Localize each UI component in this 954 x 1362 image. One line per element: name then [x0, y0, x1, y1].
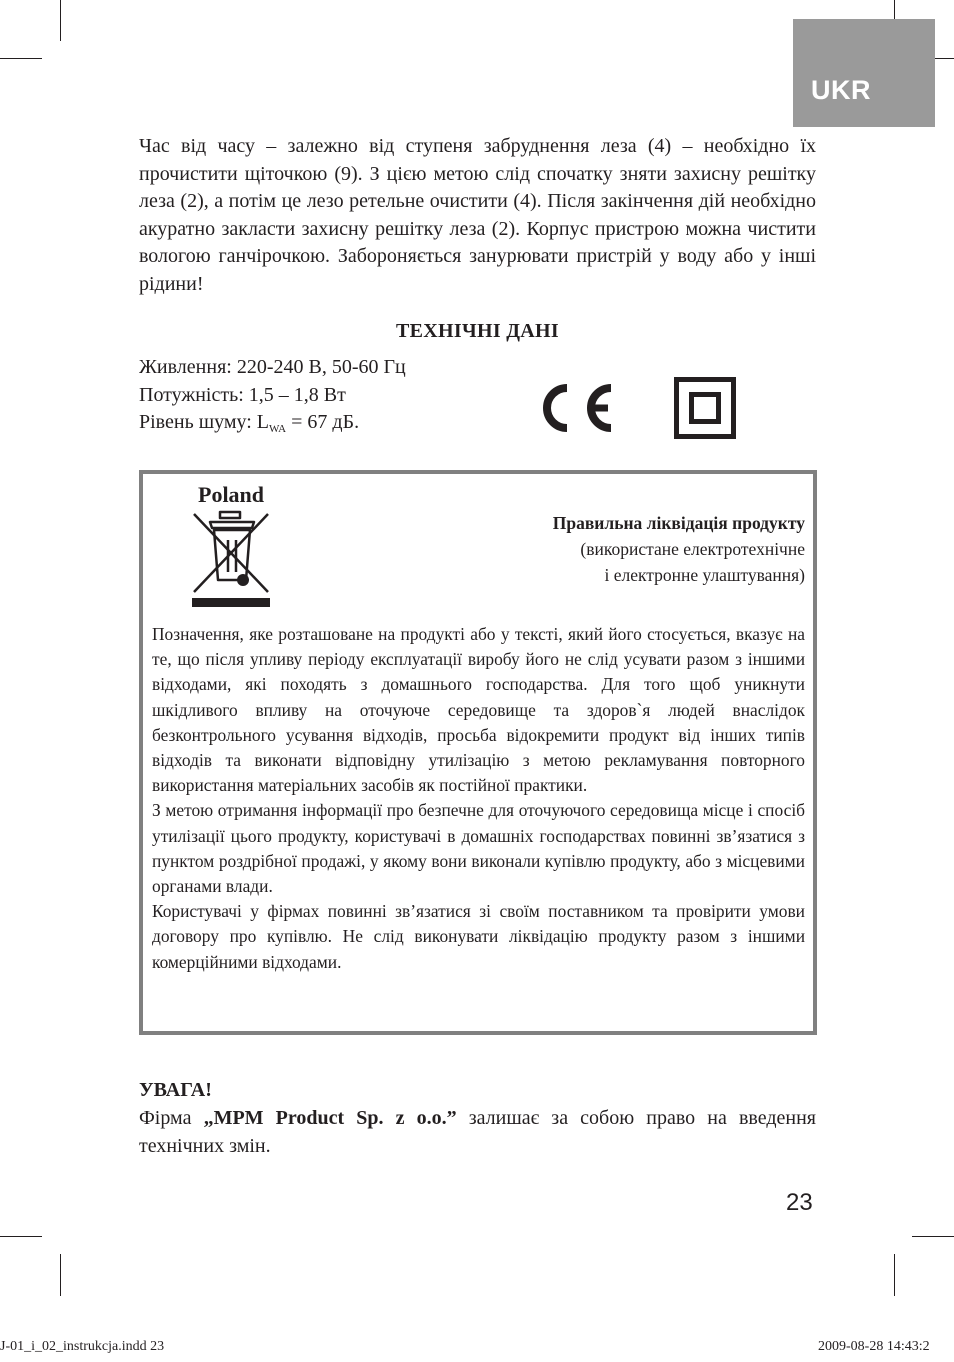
disposal-paragraph-3: Користувачі у фірмах повинні зв’язатися зі своїм поставником та провірити умови договору про купівлю. Не слід виконувати ліквідацію продукту разом з іншими комерційними відходами.	[152, 901, 805, 972]
page-number: 23	[786, 1189, 813, 1216]
crop-mark	[894, 1254, 895, 1296]
spec-noise-subscript: WA	[269, 423, 287, 435]
ce-mark-icon	[533, 380, 613, 436]
warning-text	[139, 1105, 816, 1160]
slug-file-name: J-01_i_02_instrukcja.indd 23	[0, 1339, 165, 1354]
crossed-out-wheelie-bin-icon	[192, 510, 272, 610]
disposal-body	[152, 622, 805, 975]
intro-paragraph: Час від часу – залежно від ступеня забруднення леза (4) – необхідно їх прочистити щіточкою (9). З цією метою слід спочатку зняти захисну решітку леза (2), а потім це лезо ретельне очистити (4). Після закінчення дій необхідно акуратно закласти захисну решітку леза (2). Корпус пристрою можна чистити вологою ганчірочкою. Забороняється занурювати пристрій у воду або у інші рідини!	[139, 135, 816, 295]
crop-mark	[60, 0, 61, 41]
language-tab	[793, 19, 935, 127]
warning-company-name: „MPM Product Sp. z o.o.”	[203, 1107, 457, 1129]
spec-power: Потужність: 1,5 – 1,8 Вт	[139, 383, 346, 406]
spec-power-supply: Живлення: 220-240 В, 50-60 Гц	[139, 356, 406, 378]
disposal-heading-title: Правильна ліквідація продукту	[552, 513, 805, 533]
disposal-paragraph-1: Позначення, яке розташоване на продукті або у тексті, який його стосується, вказує на те, що після упливу періоду експлуатації виробу його не слід усувати разом з іншими відходами, які походять з домашнього господарства. Для того щоб уникнути шкідливого впливу на оточуюче середовище та здоров`я людей внаслідок безконтрольного усування відходів, просьба відокремити продукт від інших типів відходів та виконати відповідну утилізацію з метою рекламування повторного використання матеріальних засобів як постійної практики.	[152, 624, 805, 796]
crop-mark	[0, 1236, 42, 1237]
spec-list	[139, 354, 499, 444]
language-tab-label: UKR	[811, 75, 871, 105]
crop-mark	[912, 1236, 954, 1237]
disposal-country: Poland	[198, 482, 265, 507]
crop-mark	[0, 58, 42, 59]
disposal-heading	[425, 510, 805, 588]
slug-timestamp: 2009-08-28 14:43:2	[818, 1339, 930, 1354]
disposal-subheading-line2: і електронне улаштування)	[604, 565, 805, 585]
warning-text-after: залишає за собою право на введення технічних змін.	[139, 1107, 817, 1157]
crop-mark	[60, 1254, 61, 1296]
disposal-subheading-line1: (використане електротехнічне	[580, 539, 805, 559]
disposal-notice-box	[139, 470, 817, 1035]
spec-title: ТЕХНІЧНІ ДАНІ	[396, 320, 559, 342]
disposal-paragraph-2: З метою отримання інформації про безпечне для оточуючого середовища місце і спосіб утилізації цього продукту, користувачі в домашніх господарствах повинні зв’язатися з пунктом роздрібної продажі, у якому вони виконали купівлю продукту, або з місцевими органами влади.	[152, 800, 805, 897]
spec-noise-value: = 67 дБ.	[286, 411, 360, 433]
warning-title: УВАГА!	[139, 1079, 212, 1101]
spec-noise-prefix: Рівень шуму: L	[139, 411, 270, 433]
class-ii-double-insulation-icon	[674, 377, 736, 439]
warning-text-before: Фірма	[139, 1107, 204, 1129]
spec-noise	[139, 409, 499, 444]
